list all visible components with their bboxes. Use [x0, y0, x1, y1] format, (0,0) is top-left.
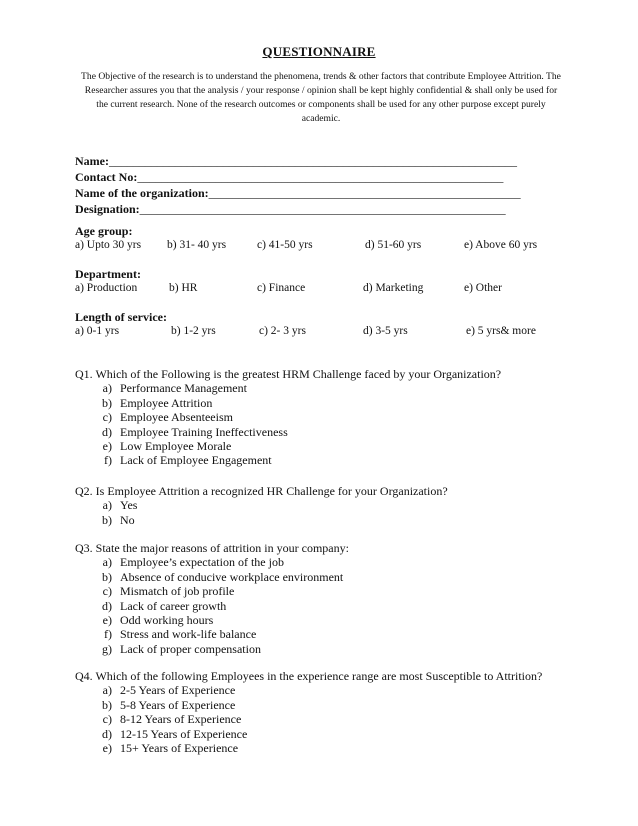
length-of-service-section	[75, 310, 565, 340]
field-label: Designation:	[75, 202, 140, 216]
department-option-e[interactable]: e) Other	[464, 282, 502, 294]
question-options	[75, 683, 565, 755]
question-4	[75, 669, 565, 755]
age-group-options	[75, 239, 565, 254]
personal-fields	[75, 153, 521, 217]
list-item[interactable]: a) Performance Management	[102, 381, 247, 396]
question-options	[75, 381, 565, 467]
question-3	[75, 541, 565, 656]
field-blank: _____________________________________________________________	[137, 170, 504, 184]
question-options	[75, 498, 565, 527]
department-option-a[interactable]: a) Production	[75, 282, 138, 294]
list-item[interactable]: f) Lack of Employee Engagement	[104, 453, 272, 468]
list-item[interactable]: a) Yes	[102, 498, 138, 513]
field-label: Name of the organization:	[75, 186, 209, 200]
service-option-d[interactable]: d) 3-5 yrs	[363, 325, 408, 337]
page-title: QUESTIONNAIRE	[262, 44, 376, 59]
contact-no-field[interactable]	[75, 169, 521, 185]
list-item[interactable]: f) Stress and work-life balance	[104, 627, 257, 642]
list-item[interactable]: b) Employee Attrition	[102, 395, 213, 410]
list-item[interactable]: c) Employee Absenteeism	[102, 410, 233, 425]
service-option-c[interactable]: c) 2- 3 yrs	[259, 325, 306, 337]
question-options	[75, 555, 565, 656]
question-text: Q3. State the major reasons of attrition in your company:	[75, 541, 349, 555]
designation-field[interactable]	[75, 201, 521, 217]
list-item[interactable]: d) 12-15 Years of Experience	[102, 726, 248, 741]
question-text: Q2. Is Employee Attrition a recognized HR Challenge for your Organization?	[75, 484, 448, 498]
length-of-service-label: Length of service:	[75, 310, 167, 324]
question-text: Q1. Which of the Following is the greatest HRM Challenge faced by your Organization?	[75, 367, 502, 381]
list-item[interactable]: e) 15+ Years of Experience	[102, 740, 239, 755]
question-2	[75, 484, 565, 527]
age-group-label: Age group:	[75, 224, 133, 238]
question-1	[75, 367, 565, 468]
list-item[interactable]: d) Lack of career growth	[102, 598, 227, 613]
field-blank: _____________________________________________________________	[139, 202, 506, 216]
list-item[interactable]: d) Employee Training Ineffectiveness	[102, 424, 288, 439]
field-label: Contact No:	[75, 170, 138, 184]
field-blank: ____________________________________________________________________	[108, 154, 517, 168]
department-label: Department:	[75, 267, 141, 281]
list-item[interactable]: c) Mismatch of job profile	[102, 584, 235, 599]
list-item[interactable]: b) No	[102, 512, 135, 527]
age-option-c[interactable]: c) 41-50 yrs	[257, 239, 313, 251]
department-option-d[interactable]: d) Marketing	[363, 282, 424, 294]
service-option-b[interactable]: b) 1-2 yrs	[171, 325, 216, 337]
list-item[interactable]: c) 8-12 Years of Experience	[102, 712, 242, 727]
list-item[interactable]: g) Lack of proper compensation	[102, 641, 261, 656]
age-option-a[interactable]: a) Upto 30 yrs	[75, 239, 142, 251]
list-item[interactable]: a) 2-5 Years of Experience	[102, 683, 236, 698]
age-option-b[interactable]: b) 31- 40 yrs	[167, 239, 227, 251]
name-field[interactable]	[75, 153, 521, 169]
service-option-e[interactable]: e) 5 yrs& more	[466, 325, 536, 337]
intro-paragraph: The Objective of the research is to understand the phenomena, trends & other factors that contribute Employee Attrition. The Researcher assures you that the analysis / your response / opinion shall be kept highly confidential & shall only be used for the current research. None of the research outcomes or components shall be used for any other purpose except purely academic.	[81, 71, 561, 124]
length-of-service-options	[75, 325, 565, 340]
list-item[interactable]: b) 5-8 Years of Experience	[102, 697, 236, 712]
department-option-c[interactable]: c) Finance	[257, 282, 306, 294]
age-group-section	[75, 224, 565, 254]
field-blank: ____________________________________________________	[208, 186, 521, 200]
age-option-e[interactable]: e) Above 60 yrs	[464, 239, 538, 251]
question-text: Q4. Which of the following Employees in the experience range are most Susceptible to Attrition?	[75, 669, 543, 683]
department-options	[75, 282, 565, 297]
department-section	[75, 267, 565, 297]
list-item[interactable]: a) Employee’s expectation of the job	[102, 555, 284, 570]
organization-field[interactable]	[75, 185, 521, 201]
field-label: Name:	[75, 154, 109, 168]
list-item[interactable]: e) Low Employee Morale	[102, 438, 232, 453]
list-item[interactable]: e) Odd working hours	[102, 612, 214, 627]
list-item[interactable]: b) Absence of conducive workplace environment	[102, 569, 344, 584]
age-option-d[interactable]: d) 51-60 yrs	[365, 239, 422, 251]
department-option-b[interactable]: b) HR	[169, 282, 198, 294]
service-option-a[interactable]: a) 0-1 yrs	[75, 325, 120, 337]
